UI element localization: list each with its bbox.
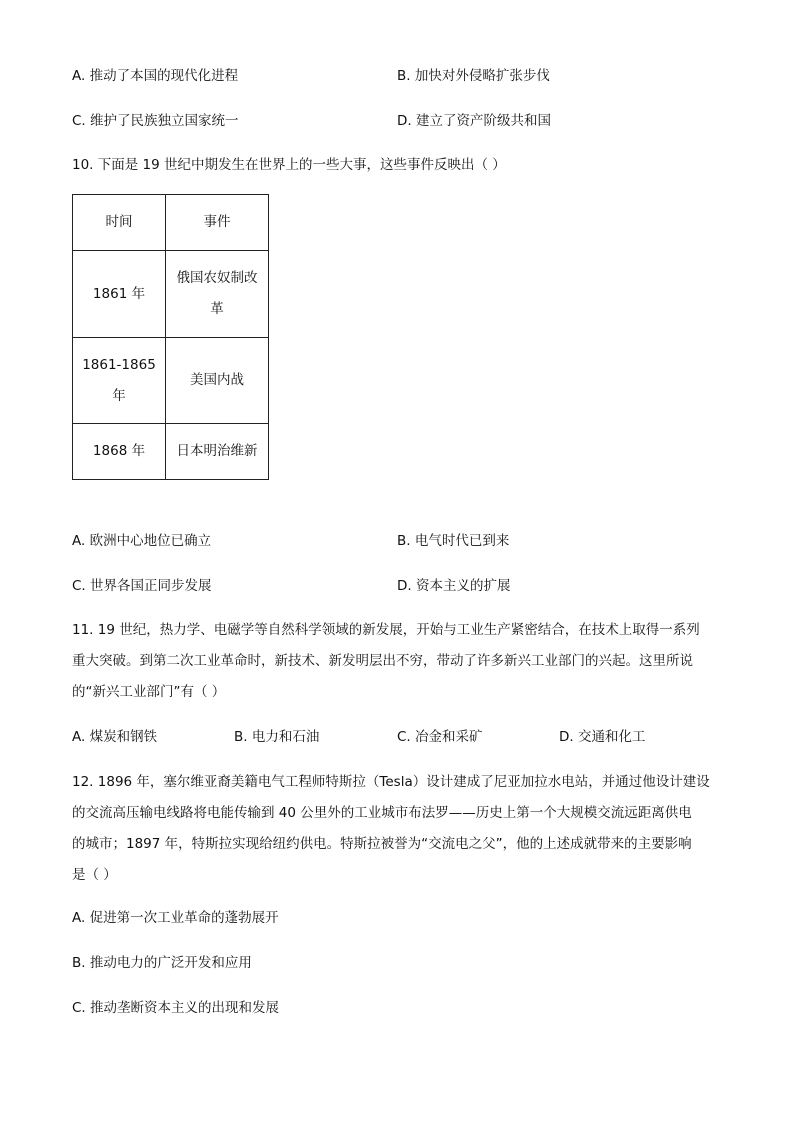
q11-stem-line: 11. 19 世纪，热力学、电磁学等自然科学领域的新发展，开始与工业生产紧密结合，在技术上取得一系列 — [72, 622, 700, 638]
q11-stem-line: 的“新兴工业部门”有（ ） — [72, 684, 226, 700]
cell-event: 俄国农奴制改 革 — [166, 251, 269, 338]
q10-option-b: B. 电气时代已到来 — [397, 533, 510, 549]
cell-time: 1868 年 — [73, 424, 166, 480]
q11-option-c: C. 冶金和采矿 — [397, 729, 483, 745]
cell-event: 美国内战 — [166, 338, 269, 424]
q12-option-a: A. 促进第一次工业革命的蓬勃展开 — [72, 910, 279, 926]
table-row — [73, 251, 269, 338]
q11-stem — [72, 615, 722, 708]
q11-option-d: D. 交通和化工 — [559, 729, 646, 745]
q9-option-a: A. 推动了本国的现代化进程 — [72, 68, 239, 84]
q11-option-a: A. 煤炭和钢铁 — [72, 729, 158, 745]
table-row — [73, 424, 269, 480]
q10-stem: 10. 下面是 19 世纪中期发生在世界上的一些大事，这些事件反映出（ ） — [72, 157, 506, 173]
table-row — [73, 338, 269, 424]
q9-option-c: C. 维护了民族独立国家统一 — [72, 113, 239, 129]
table-header-row — [73, 195, 269, 251]
q11-stem-line: 重大突破。到第二次工业革命时，新技术、新发明层出不穷，带动了许多新兴工业部门的兴起。这里所说 — [72, 653, 693, 669]
q10-option-d: D. 资本主义的扩展 — [397, 578, 511, 594]
q10-option-c: C. 世界各国正同步发展 — [72, 578, 212, 594]
q12-stem-line: 是（ ） — [72, 867, 117, 883]
q12-stem — [72, 767, 722, 891]
q12-stem-line: 12. 1896 年，塞尔维亚裔美籍电气工程师特斯拉（Tesla）设计建成了尼亚加拉水电站，并通过他设计建设 — [72, 774, 710, 790]
cell-event: 日本明治维新 — [166, 424, 269, 480]
q11-option-b: B. 电力和石油 — [234, 729, 320, 745]
q10-option-a: A. 欧洲中心地位已确立 — [72, 533, 212, 549]
cell-time: 1861 年 — [73, 251, 166, 338]
header-time: 时间 — [73, 195, 166, 251]
cell-time: 1861-1865 年 — [73, 338, 166, 424]
header-event: 事件 — [166, 195, 269, 251]
q12-stem-line: 的交流高压输电线路将电能传输到 40 公里外的工业城市布法罗——历史上第一个大规模交流远距离供电 — [72, 805, 692, 821]
q9-option-b: B. 加快对外侵略扩张步伐 — [397, 68, 550, 84]
events-table — [72, 194, 269, 480]
q12-option-c: C. 推动垄断资本主义的出现和发展 — [72, 1000, 280, 1016]
q12-stem-line: 的城市；1897 年，特斯拉实现给纽约供电。特斯拉被誉为“交流电之父”，他的上述成就带来的主要影响 — [72, 836, 692, 852]
q9-option-d: D. 建立了资产阶级共和国 — [397, 113, 551, 129]
q12-option-b: B. 推动电力的广泛开发和应用 — [72, 955, 252, 971]
